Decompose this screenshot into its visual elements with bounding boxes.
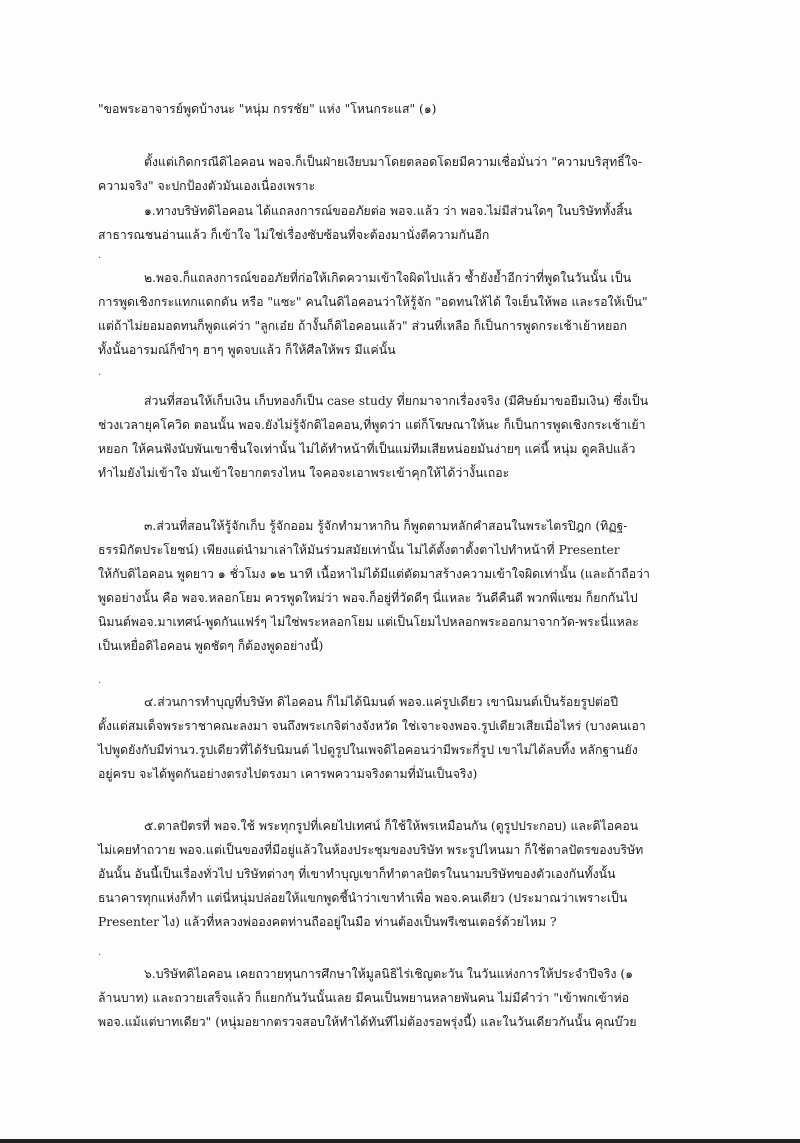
- text-line: อยู่ครบ จะได้พูดกันอย่างตรงไปตรงมา เคารพความจริงตามที่มันเป็นจริง): [98, 767, 478, 781]
- text-line: ไปพูดยังกับมีท่านว.รูปเดียวที่ได้รับนิมนต์ ไปดูรูปในเพจดิไอคอนว่ามีพระกี่รูป เขาไม่ได้ลบทิ้ง หลักฐานยัง: [98, 743, 638, 757]
- text-line: ตั้งแต่สมเด็จพระราชาคณะลงมา จนถึงพระเกจิต่างจังหวัด ใช่เจาะจงพอจ.รูปเดียวเสียเมื่อไหร่ (บางคนเอา: [98, 719, 646, 733]
- text-line: Presenter ไง) แล้วที่หลวงพ่อองคตท่านถืออยู่ในมือ ท่านต้องเป็นพรีเซนเตอร์ด้วยไหม ?: [98, 915, 557, 929]
- text-line: ๑.ทางบริษัทดิไอคอน ได้แถลงการณ์ขออภัยต่อ พอจ.แล้ว ว่า พอจ.ไม่มีส่วนใดๆ ในบริษัททั้งสิ้น: [144, 204, 633, 218]
- text-line: ธนาคารทุกแห่งก็ทำ แต่นี่หนุ่มปล่อยให้แขกพูดชี้นำว่าเขาทำเพื่อ พอจ.คนเดียว (ประมาณว่าเพราะเป็น: [98, 891, 628, 905]
- separator-dot: ·: [98, 370, 102, 381]
- paragraph-intro: [98, 150, 708, 198]
- paragraph-point-3: [98, 514, 708, 658]
- text-line: อันนั้น อันนี้เป็นเรื่องทั่วไป บริษัทต่างๆ ที่เขาทำบุญเขาก็ทำตาลปัตรในนามบริษัทของตัวเองกันทั้งนั้น: [98, 867, 616, 881]
- text-line: หยอก ให้คนฟังนับพันเขาชื่นใจเท่านั้น ไม่ได้ทำหน้าที่เป็นแม่ทีมเสียหน่อยมันง่ายๆ แค่นี้ หนุ่ม ดูคลิปแล้ว: [98, 442, 636, 456]
- text-line: ให้กับดิไอคอน พูดยาว ๑ ชั่วโมง ๑๒ นาที เนื้อหาไม่ได้มีแต่ตัดมาสร้างความเข้าใจผิดเท่านั้น (และถ้าถือว่า: [98, 567, 650, 581]
- text-line: ๒.พอจ.ก็แถลงการณ์ขออภัยที่ก่อให้เกิดความเข้าใจผิดไปแล้ว ซ้ำยังย้ำอีกว่าที่พูดในวันนั้น เป็น: [144, 271, 632, 285]
- text-line: เป็นเหยื่อดิไอคอน พูดชัดๆ ก็ต้องพูดอย่างนี้): [98, 639, 324, 653]
- text-line: พูดอย่างนั้น คือ พอจ.หลอกโยม ควรพูดใหม่ว่า พอจ.ก็อยู่ที่วัดดีๆ นี่แหละ วันดีคืนดี พวกพี่แซม ก็ยกกันไป: [98, 591, 638, 605]
- text-line: ๔.ส่วนการทำบุญที่บริษัท ดิไอคอน ก็ไม่ได้นิมนต์ พอจ.แค่รูปเดียว เขานิมนต์เป็นร้อยรูปต่อปี: [144, 695, 619, 709]
- paragraph-case-study: [98, 389, 708, 485]
- text-line: ไม่เคยทำถวาย พอจ.แต่เป็นของที่มีอยู่แล้วในห้องประชุมของบริษัท พระรูปไหนมา ก็ใช้ตาลปัตรของบริษัท: [98, 843, 644, 857]
- text-line: ๖.บริษัทดิไอคอน เคยถวายทุนการศึกษาให้มูลนิธิไร่เชิญตะวัน ในวันแห่งการให้ประจำปีจริง (๑: [144, 967, 634, 981]
- separator-dot: ·: [98, 678, 102, 689]
- separator-dot: ·: [98, 253, 102, 264]
- text-line: พอจ.แม้แต่บาทเดียว" (หนุ่มอยากตรวจสอบให้ทำได้ทันทีไม่ต้องรอพรุ่งนี้) และในวันเดียวกันนั้น คุณบ๊วย: [98, 1015, 637, 1029]
- paragraph-point-1: [98, 199, 708, 247]
- paragraph-point-5: [98, 814, 708, 934]
- paragraph-point-2: [98, 266, 708, 362]
- text-line: นิมนต์พอจ.มาเทศน์-พูดกันแฟร์ๆ ไม่ใช่พระหลอกโยม แต่เป็นโยมไปหลอกพระออกมาจากวัด-พระนี่แหละ: [98, 615, 639, 629]
- text-line: ช่วงเวลายุคโควิด ตอนนั้น พอจ.ยังไม่รู้จักดิไอคอน,ที่พูดว่า แต่ก็โฆษณาให้นะ ก็เป็นการพูดเชิงกระเช้าเย้า: [98, 418, 646, 432]
- text-line: ทั้งนั้นอารมณ์ก็ขำๆ ฮาๆ พูดจบแล้ว ก็ให้ศีลให้พร มีแค่นั้น: [98, 343, 396, 357]
- text-line: สาธารณชนอ่านแล้ว ก็เข้าใจ ไม่ใช่เรื่องซับซ้อนที่จะต้องมานั่งตีความกันอีก: [98, 228, 490, 242]
- separator-dot: ·: [98, 950, 102, 961]
- paragraph-point-4: [98, 690, 708, 786]
- bottom-edge-bar: [0, 1139, 800, 1143]
- text-line: ตั้งแต่เกิดกรณีดิไอคอน พอจ.ก็เป็นฝ่ายเงียบมาโดยตลอดโดยมีความเชื่อมั่นว่า "ความบริสุทธิ์ใจ-: [144, 155, 643, 169]
- text-line: ทำไมยังไม่เข้าใจ มันเข้าใจยากตรงไหน ใจคอจะเอาพระเข้าคุกให้ได้ว่างั้นเถอะ: [98, 466, 510, 480]
- paragraph-point-6: [98, 962, 708, 1034]
- text-line: ธรรมิกัตประโยชน์) เพียงแต่นำมาเล่าให้มันร่วมสมัยเท่านั้น ไม่ได้ตั้งตาตั้งตาไปทำหน้าที่ Presenter: [98, 543, 620, 557]
- text-line: ๕.ตาลปัตรที่ พอจ.ใช้ พระทุกรูปที่เคยไปเทศน์ ก็ใช้ให้พรเหมือนกัน (ดูรูปประกอบ) และดิไอคอน: [144, 819, 639, 833]
- text-line: ๓.ส่วนที่สอนให้รู้จักเก็บ รู้จักออม รู้จักทำมาหากิน ก็พูดตามหลักคำสอนในพระไตรปิฎก (ทิฏฐ-: [144, 519, 628, 533]
- text-line: แต่ถ้าไม่ยอมอดทนก็พูดแค่ว่า "ลูกเอ๋ย ถ้างั้นก็ดิไอคอนแล้ว" ส่วนที่เหลือ ก็เป็นการพูดกระเช้าเย้าหยอก: [98, 319, 628, 333]
- text-line: การพูดเชิงกระแทกแดกดัน หรือ "แซะ" คนในดิไอคอนว่าให้รู้จัก "อดทนให้ได้ ใจเย็นให้พอ และรอให้เป็น": [98, 295, 648, 309]
- text-line: ส่วนที่สอนให้เก็บเงิน เก็บทองก็เป็น case study ที่ยกมาจากเรื่องจริง (มีศิษย์มาขอยืมเงิน) ซึ่งเป็น: [144, 394, 649, 408]
- text-line: ล้านบาท) และถวายเสร็จแล้ว ก็แยกกันวันนั้นเลย มีคนเป็นพยานหลายพันคน ไม่มีคำว่า "เข้าพกเข้าห่อ: [98, 991, 630, 1005]
- document-title: "ขอพระอาจารย์พูดบ้างนะ "หนุ่ม กรรชัย" แห่ง "โหนกระแส" (๑): [98, 102, 437, 116]
- text-line: ความจริง" จะปกป้องตัวมันเองเนื่องเพราะ: [98, 179, 316, 193]
